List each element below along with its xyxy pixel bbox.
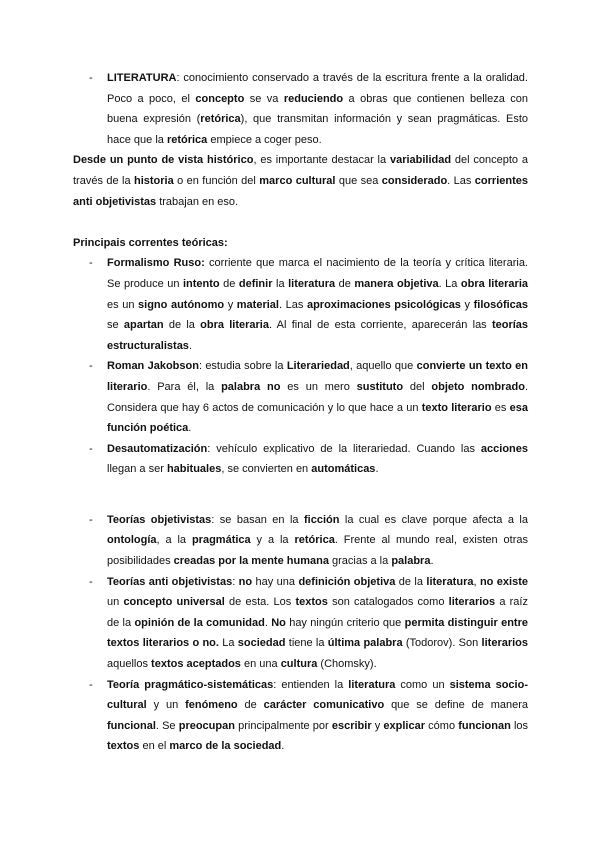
text-run: : vehículo explicativo de la literariedad. Cuando las [207, 442, 481, 455]
bold-text-run: habituales [166, 463, 222, 476]
formalismo-ruso-text [107, 257, 528, 351]
bold-text-run: sistema socio-cultural [107, 678, 528, 712]
bold-text-run: pragmática [191, 534, 251, 547]
bold-text-run: cultura [280, 658, 318, 671]
teoria-pragmatico-sistematicas-text [107, 679, 528, 753]
bold-text-run: aproximaciones psicológicas [306, 298, 461, 311]
text-run: de [335, 277, 355, 290]
bold-text-run: literatura [426, 575, 474, 588]
list-dash: - [89, 72, 93, 84]
list-item-teoria-pragmatico-sistematicas [73, 675, 528, 757]
text-run: como un [395, 678, 450, 691]
text-run: llegan a ser [107, 463, 167, 476]
bold-text-run: variabilidad [389, 154, 452, 167]
bold-text-run: literatura [288, 277, 336, 290]
text-run: . Para él, la [147, 380, 222, 393]
bold-text-run: ontología [107, 534, 157, 547]
text-run: hay una [252, 575, 299, 588]
document-body [73, 68, 528, 757]
bold-text-run: signo autónomo [138, 298, 225, 311]
text-run: : conocimiento conservado a través de la escritura frente a la oralidad. Poco a poco, el [107, 72, 528, 105]
bold-text-run: convierte un texto en literario [107, 360, 529, 393]
text-run: corriente que marca el nacimiento de la teoría y crítica literaria. Se produce un [107, 257, 528, 290]
text-run: de [237, 699, 264, 712]
list-item-desautomatizacion [73, 439, 528, 480]
bold-text-run: teorías estructuralistas [107, 319, 529, 352]
bold-text-run: literatura [348, 678, 396, 691]
list-dash: - [89, 575, 93, 588]
text-run: . Frente al mundo real, existen otras posibilidades [107, 534, 529, 568]
text-run: y a la [250, 534, 295, 547]
bold-text-run: definir [238, 277, 273, 290]
text-run: empiece a coger peso. [207, 133, 322, 146]
list-item-roman-jakobson [73, 356, 528, 438]
bold-text-run: retórica [166, 133, 208, 146]
bold-text-run: intento [182, 277, 220, 290]
text-run: principalmente por [234, 719, 332, 732]
text-run: , aquello que [349, 360, 417, 373]
text-run: en una [240, 658, 281, 671]
text-run: ), que transmitan información y sean pragmáticas. Esto hace que la [107, 113, 528, 146]
text-run: de esta. Los [224, 596, 296, 609]
text-run: y [371, 719, 384, 732]
text-run: de [219, 277, 239, 290]
bold-text-run: explicar [383, 719, 426, 732]
text-run: es [491, 401, 510, 414]
text-run: : se basan en la [211, 513, 304, 526]
bold-text-run: Formalismo Ruso: [107, 257, 205, 270]
bold-text-run: retórica [294, 534, 335, 547]
desautomatizacion-text [107, 443, 528, 476]
teorias-anti-objetivistas-text [107, 576, 528, 670]
bold-text-run: Literariedad [286, 360, 350, 373]
bold-text-run: considerado [381, 174, 448, 187]
text-run: . Las [447, 174, 475, 187]
text-run: a obras que contienen belleza con buena expresión ( [107, 92, 528, 126]
text-run: gracias a la [328, 555, 392, 568]
bold-text-run: sustituto [356, 380, 404, 393]
text-run: . La [438, 277, 461, 290]
text-run: se va [244, 92, 284, 105]
bold-text-run: creadas por la mente humana [173, 555, 329, 568]
bold-text-run: no existe [479, 575, 528, 588]
bold-text-run: permita distinguir entre textos literarios o no. [107, 616, 528, 650]
text-run: , es importante destacar la [253, 154, 390, 167]
bold-text-run: Teoría pragmático-sistemáticas [107, 678, 274, 691]
bold-text-run: última palabra [327, 637, 403, 650]
bold-text-run: palabra no [221, 380, 281, 393]
text-run: aquellos [107, 658, 152, 671]
bold-text-run: No [271, 616, 286, 629]
text-run: es un mero [280, 380, 357, 393]
bold-text-run: concepto universal [123, 596, 225, 609]
bold-text-run: concepto [195, 92, 245, 105]
bold-text-run: filosóficas [473, 298, 529, 311]
text-run: a raíz de la [107, 596, 528, 629]
list-dash: - [89, 678, 93, 691]
bold-text-run: literarios [481, 637, 529, 650]
text-run: y [460, 298, 474, 311]
list-item-teorias-objetivistas [73, 510, 528, 572]
bold-text-run: funcionan [458, 719, 511, 732]
list-item-literatura [73, 68, 528, 150]
text-run: : entienden la [273, 678, 349, 691]
bold-text-run: definición objetiva [298, 575, 396, 588]
bold-text-run: reduciendo [283, 92, 344, 105]
bold-text-run: funcional [107, 719, 156, 732]
bold-text-run: escribir [331, 719, 372, 732]
bold-text-run: Roman Jakobson [107, 360, 199, 373]
bold-text-run: manera objetiva [354, 277, 439, 290]
bold-text-run: marco cultural [259, 174, 336, 187]
bold-text-run: obra literaria [200, 319, 269, 332]
text-run: . Al final de esta corriente, aparecerán las [268, 319, 492, 332]
text-run: y [224, 298, 237, 311]
bold-text-run: Teorías anti objetivistas [107, 575, 233, 588]
bold-text-run: palabra [391, 555, 431, 568]
bold-text-run: corrientes anti objetivistas [73, 174, 528, 208]
text-run: . [430, 555, 434, 568]
list-item-formalismo-ruso [73, 253, 528, 356]
text-run: trabajan en eso. [156, 195, 239, 208]
bold-text-run: LITERATURA [107, 72, 177, 84]
text-run: , [473, 575, 480, 588]
section-heading: Principais correntes teóricas: [73, 236, 228, 249]
text-run: la cual es clave porque afecta a la [339, 513, 528, 526]
text-run: : estudia sobre la [198, 360, 287, 373]
text-run: cómo [425, 719, 459, 732]
text-run: hay ningún criterio que [285, 616, 405, 629]
text-run: (Todorov). Son [402, 637, 482, 650]
text-run: , a la [156, 534, 192, 547]
text-run: , se convierten en [221, 463, 312, 476]
text-run: y un [146, 699, 186, 712]
literatura-definition [107, 72, 528, 146]
bold-text-run: historia [133, 174, 174, 187]
bold-text-run: esa función poética [107, 401, 528, 435]
text-run: que se define de manera [384, 699, 528, 712]
bold-text-run: carácter comunicativo [263, 699, 385, 712]
text-run: . Las [278, 298, 307, 311]
bold-text-run: no [238, 575, 253, 588]
roman-jakobson-text [107, 360, 528, 434]
bold-text-run: Desautomatización [107, 442, 208, 455]
text-run: La [218, 637, 238, 650]
text-run: la [272, 277, 289, 290]
text-run: en el [139, 740, 170, 753]
bold-text-run: obra literaria [460, 277, 528, 290]
text-run: . [264, 616, 272, 629]
text-run: o en función del [173, 174, 260, 187]
bold-text-run: Desde un punto de vista histórico [73, 154, 254, 167]
list-dash: - [89, 360, 93, 373]
list-dash: - [89, 513, 93, 526]
bold-text-run: acciones [480, 442, 528, 455]
spacer [73, 212, 528, 233]
text-run: . Considera que hay 6 actos de comunicación y lo que hace a un [107, 380, 529, 414]
bold-text-run: fenómeno [185, 699, 238, 712]
text-run: . [188, 422, 192, 435]
bold-text-run: marco de la sociedad [169, 740, 282, 753]
text-run: que sea [335, 174, 382, 187]
text-run: (Chomsky). [317, 658, 377, 671]
bold-text-run: objeto nombrado [431, 380, 525, 393]
list-dash: - [89, 257, 93, 270]
text-run: . Se [155, 719, 179, 732]
text-run: . [281, 740, 285, 753]
bold-text-run: literarios [448, 596, 496, 609]
text-run: del concepto a través de la [73, 154, 528, 187]
bold-text-run: material [236, 298, 279, 311]
bold-text-run: sociedad [237, 637, 286, 650]
bold-text-run: opinión de la comunidad [134, 616, 265, 629]
text-run: de la [163, 319, 201, 332]
bold-text-run: preocupan [178, 719, 235, 732]
historic-paragraph [73, 150, 528, 212]
text-run: los [510, 719, 529, 732]
text-run: se [107, 319, 124, 332]
text-run: del [403, 380, 432, 393]
bold-text-run: ficción [304, 513, 340, 526]
text-run: . [188, 339, 192, 352]
list-dash: - [89, 442, 93, 455]
bold-text-run: apartan [123, 319, 164, 332]
bold-text-run: textos [107, 740, 140, 753]
text-run: es un [107, 298, 139, 311]
bold-text-run: Teorías objetivistas [107, 513, 212, 526]
spacer [73, 480, 528, 510]
bold-text-run: textos aceptados [151, 658, 241, 671]
text-run: : [232, 575, 239, 588]
text-run: de la [395, 575, 427, 588]
text-run: . [375, 463, 379, 476]
list-item-teorias-anti-objetivistas [73, 572, 528, 675]
bold-text-run: automáticas [311, 463, 376, 476]
bold-text-run: texto literario [421, 401, 492, 414]
bold-text-run: retórica [200, 113, 241, 126]
bold-text-run: textos [295, 596, 328, 609]
text-run: tiene la [285, 637, 328, 650]
teorias-objetivistas-text [107, 514, 528, 567]
text-run: son catalogados como [327, 596, 449, 609]
text-run: un [107, 596, 124, 609]
